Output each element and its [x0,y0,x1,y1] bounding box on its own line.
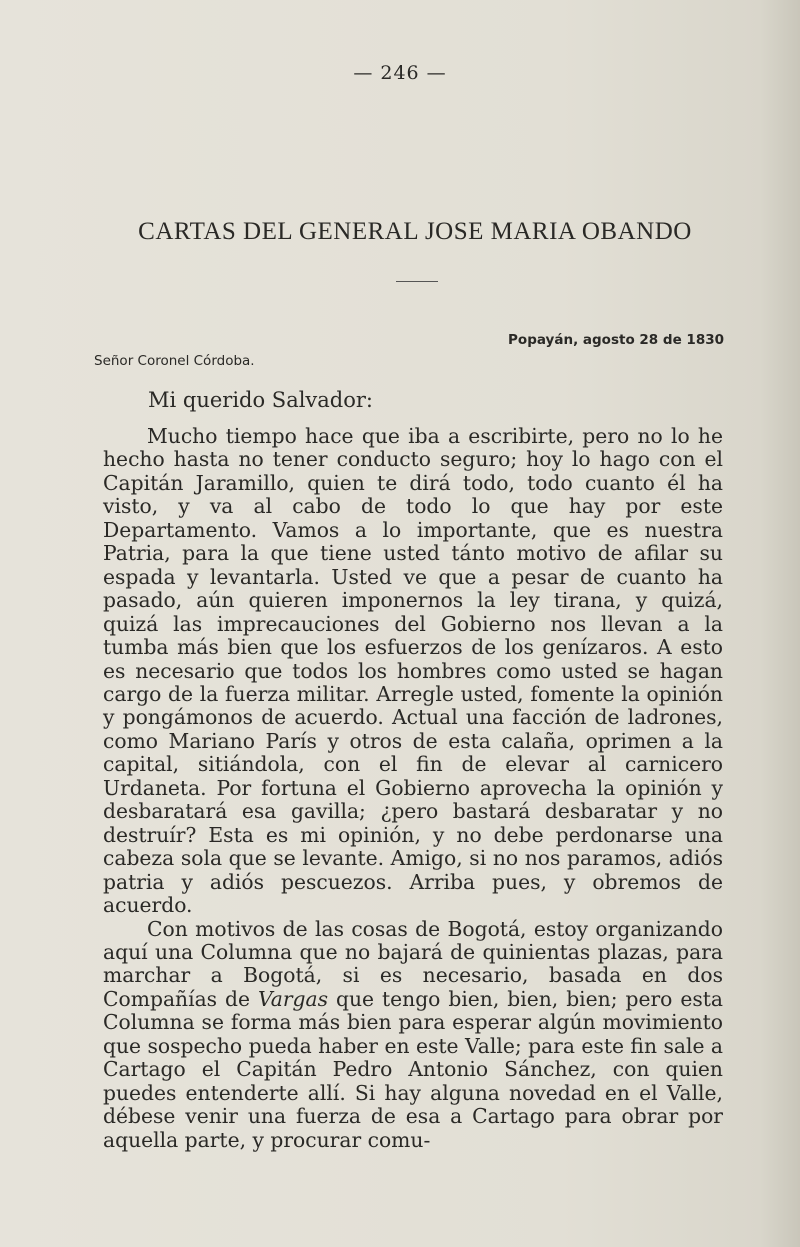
letter-salutation: Mi querido Salvador: [148,388,374,412]
page-number: — 246 — [353,62,447,84]
paragraph-2-text-a: Con motivos de las cosas de Bogotá, estoy organizando aquí una Columna que no bajará de quinientas plazas, para marchar a Bogotá, si es necesario, basada en dos Compañías de [103,916,723,1011]
paragraph-2-italic: Vargas [257,986,329,1011]
paragraph-2 [103,918,723,1153]
letter-body [103,425,723,1152]
paragraph-1: Mucho tiempo hace que iba a escribirte, pero no lo he hecho hasta no tener conducto seguro; hoy lo hago con el Capitán Jaramillo, quien te dirá todo, todo cuanto él ha visto, y va al cabo de todo lo que hay por este Departamento. Vamos a lo importante, que es nuestra Patria, para la que tiene usted tánto motivo de afilar su espada y levantarla. Usted ve que a pesar de cuanto ha pasado, aún quieren imponernos la ley tirana, y quizá, quizá las imprecauciones del Gobierno nos llevan a la tumba más bien que los esfuerzos de los genízaros. A esto es necesario que todos los hombres como usted se hagan cargo de la fuerza militar. Arregle usted, fomente la opinión y pongámonos de acuerdo. Actual una facción de ladrones, como Mariano París y otros de esta calaña, oprimen a la capital, sitiándola, con el fin de elevar al carnicero Urdaneta. Por fortuna el Gobierno aprovecha la opinión y desbaratará esa gavilla; ¿pero bastará desbaratar y no destruír? Esta es mi opinión, y no debe perdonarse una cabeza sola que se levante. Amigo, si no nos paramos, adiós patria y adiós pescuezos. Arriba pues, y obremos de acuerdo. [103,424,723,918]
letter-dateline: Popayán, agosto 28 de 1830 [508,332,724,348]
paragraph-2-text-b: que tengo bien, bien, bien; pero esta Columna se forma más bien para esperar algún movimiento que sospecho pueda haber en este Valle; para este fin sale a Cartago el Capitán Pedro Antonio Sánchez, con quien puedes entenderte allí. Si hay alguna novedad en el Valle, débese venir una fuerza de esa a Cartago para obrar por aquella parte, y procurar comu- [103,986,723,1152]
title-divider [396,281,438,282]
letter-addressee: Señor Coronel Córdoba. [94,353,255,369]
chapter-title: CARTAS DEL GENERAL JOSE MARIA OBANDO [138,218,692,245]
